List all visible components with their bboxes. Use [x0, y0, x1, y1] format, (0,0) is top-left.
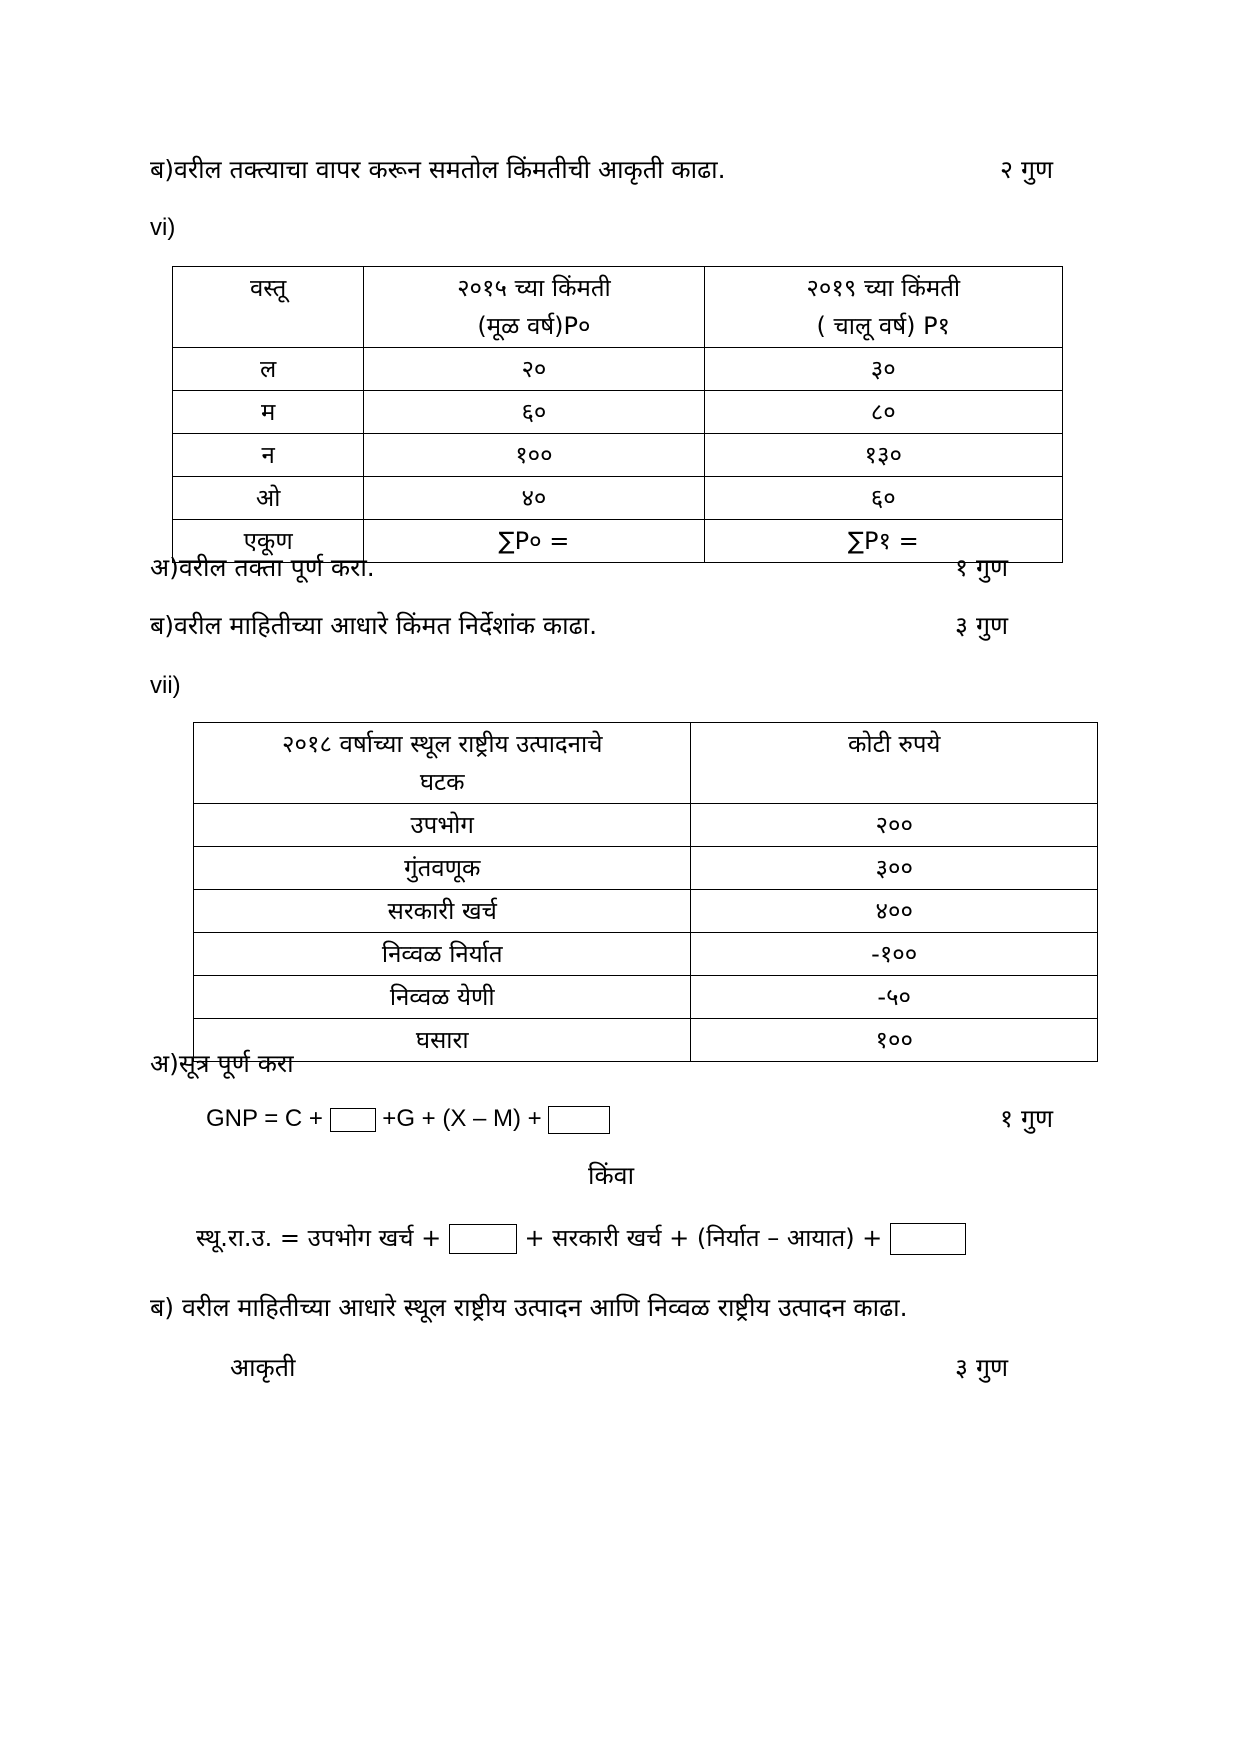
question-vii-b: ब) वरील माहितीच्या आधारे स्थूल राष्ट्रीय उत्पादन आणि निव्वळ राष्ट्रीय उत्पादन काढा.	[150, 1293, 908, 1322]
cell: सरकारी खर्च	[194, 890, 691, 933]
cell: ३००	[691, 847, 1098, 890]
cell: १००	[364, 434, 704, 477]
question-vii-a: अ)सूत्र पूर्ण करा	[150, 1049, 294, 1078]
formula-marathi-part2: + सरकारी खर्च + (निर्यात – आयात) +	[524, 1224, 883, 1252]
cell: ∑P० =	[364, 520, 704, 563]
table-row	[194, 976, 1098, 1019]
formula-marathi-part1: स्थू.रा.उ. = उपभोग खर्च +	[196, 1224, 442, 1252]
table-row	[194, 1019, 1098, 1062]
marks-vii-b: ३ गुण	[955, 1353, 1009, 1382]
cell: ल	[173, 348, 364, 391]
cell: १००	[691, 1019, 1098, 1062]
formula-gnp	[206, 1103, 610, 1135]
cell: ६०	[364, 391, 704, 434]
blank-box-investment-marathi[interactable]	[449, 1224, 517, 1254]
gnp-table	[193, 722, 1098, 1062]
figure-label: आकृती	[230, 1353, 296, 1382]
marks-vii-a: १ गुण	[1000, 1104, 1054, 1133]
formula-gnp-part1: GNP = C +	[206, 1105, 323, 1132]
table-row	[194, 933, 1098, 976]
cell: -१००	[691, 933, 1098, 976]
cell: घसारा	[194, 1019, 691, 1062]
table-row	[194, 804, 1098, 847]
cell: ३०	[704, 348, 1062, 391]
cell: २००	[691, 804, 1098, 847]
cell: उपभोग	[194, 804, 691, 847]
blank-box-net-income[interactable]	[548, 1106, 610, 1134]
question-vi-a: अ)वरील तक्ता पूर्ण करा.	[150, 553, 375, 582]
header-base-year: २०१५ च्या किंमती (मूळ वर्ष)P०	[364, 267, 704, 348]
header-component: २०१८ वर्षाच्या स्थूल राष्ट्रीय उत्पादनाचे घटक	[194, 723, 691, 804]
cell: ४०	[364, 477, 704, 520]
cell: निव्वळ येणी	[194, 976, 691, 1019]
table-header-row	[173, 267, 1063, 348]
cell: ६०	[704, 477, 1062, 520]
header-crore-rupees: कोटी रुपये	[691, 723, 1098, 804]
marks-b-top: २ गुण	[1000, 155, 1054, 184]
or-label: किंवा	[588, 1161, 635, 1190]
marks-vi-b: ३ गुण	[955, 611, 1009, 640]
cell: म	[173, 391, 364, 434]
cell: एकूण	[173, 520, 364, 563]
cell: न	[173, 434, 364, 477]
cell: -५०	[691, 976, 1098, 1019]
cell: ८०	[704, 391, 1062, 434]
cell: १३०	[704, 434, 1062, 477]
formula-gnp-part2: +G + (X – M) +	[382, 1105, 542, 1132]
cell: ४००	[691, 890, 1098, 933]
table-row	[194, 890, 1098, 933]
cell: २०	[364, 348, 704, 391]
formula-gnp-marathi	[196, 1222, 966, 1255]
cell: ∑P१ =	[704, 520, 1062, 563]
section-vi-label: vi)	[150, 214, 176, 241]
table-row	[173, 434, 1063, 477]
cell: निव्वळ निर्यात	[194, 933, 691, 976]
table-row	[173, 391, 1063, 434]
section-vii-label: vii)	[150, 672, 181, 699]
question-vi-b: ब)वरील माहितीच्या आधारे किंमत निर्देशांक काढा.	[150, 611, 598, 640]
blank-box-net-income-marathi[interactable]	[890, 1223, 966, 1255]
table-row	[173, 477, 1063, 520]
cell: ओ	[173, 477, 364, 520]
table-row	[173, 348, 1063, 391]
table-row	[194, 847, 1098, 890]
question-b-top: ब)वरील तक्त्याचा वापर करून समतोल किंमतीची आकृती काढा.	[150, 155, 726, 184]
price-table	[172, 266, 1063, 563]
header-current-year: २०१९ च्या किंमती ( चालू वर्ष) P१	[704, 267, 1062, 348]
marks-vi-a: १ गुण	[955, 553, 1009, 582]
header-item: वस्तू	[173, 267, 364, 348]
table-header-row	[194, 723, 1098, 804]
cell: गुंतवणूक	[194, 847, 691, 890]
blank-box-investment[interactable]	[330, 1108, 376, 1132]
